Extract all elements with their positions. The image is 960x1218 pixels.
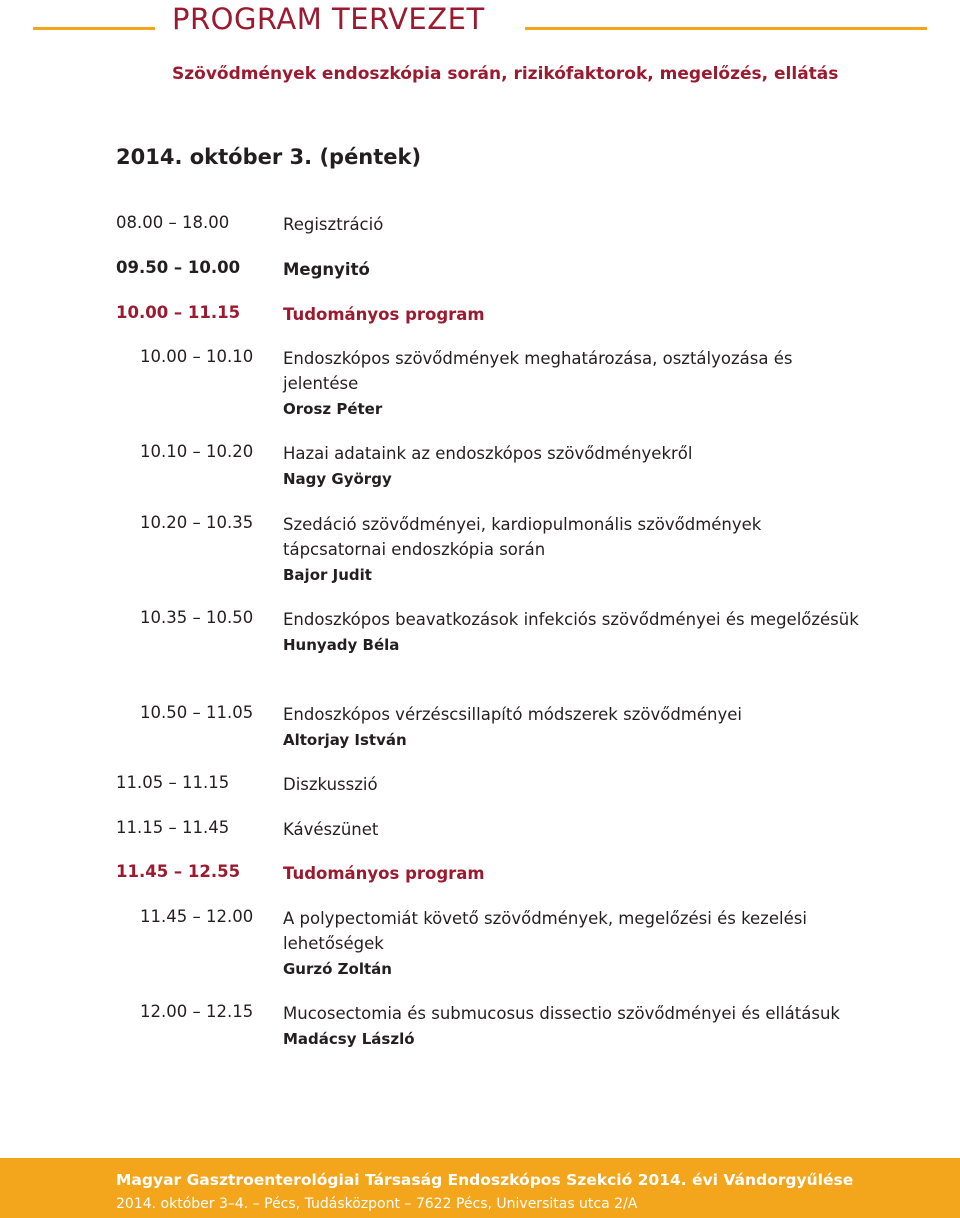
page-subtitle: Szövődmények endoszkópia során, rizikófaktorok, megelőzés, ellátás [172, 64, 839, 84]
program-time: 10.10 – 10.20 [140, 442, 254, 461]
program-title: Diszkusszió [283, 775, 378, 794]
program-content [283, 512, 863, 588]
program-time: 09.50 – 10.00 [116, 258, 241, 277]
header-rule-left [33, 27, 155, 30]
program-title: Tudományos program [283, 864, 485, 883]
program-speaker: Orosz Péter [283, 400, 383, 418]
program-content [283, 212, 863, 237]
program-title: Szedáció szövődményei, kardiopulmonális szövődmények tápcsatornai endoszkópia során [283, 515, 762, 559]
program-time: 11.45 – 12.00 [140, 907, 254, 926]
program-content [283, 772, 863, 797]
footer-bar [0, 1158, 960, 1218]
program-title: Kávészünet [283, 820, 379, 839]
program-content [283, 817, 863, 842]
page-title: PROGRAM TERVEZET [172, 2, 485, 36]
program-content [283, 302, 863, 327]
program-content [283, 607, 863, 658]
program-date: 2014. október 3. (péntek) [116, 145, 422, 169]
program-time: 11.15 – 11.45 [116, 818, 230, 837]
program-time: 08.00 – 18.00 [116, 213, 230, 232]
program-speaker: Altorjay István [283, 731, 407, 749]
program-time: 10.00 – 11.15 [116, 303, 241, 322]
program-time: 10.20 – 10.35 [140, 513, 254, 532]
header-rule-right [525, 27, 927, 30]
program-speaker: Bajor Judit [283, 566, 372, 584]
program-content [283, 441, 863, 492]
program-title: A polypectomiát követő szövődmények, megelőzési és kezelési lehetőségek [283, 909, 807, 953]
footer-event-name: Magyar Gasztroenterológiai Társaság Endoszkópos Szekció 2014. évi Vándorgyűlése [116, 1171, 854, 1189]
program-title: Endoszkópos szövődmények meghatározása, osztályozása és jelentése [283, 349, 793, 393]
program-content [283, 346, 863, 422]
program-title: Endoszkópos vérzéscsillapító módszerek szövődményei [283, 705, 742, 724]
program-speaker: Hunyady Béla [283, 636, 400, 654]
program-content [283, 702, 863, 753]
program-speaker: Nagy György [283, 470, 392, 488]
program-title: Megnyitó [283, 260, 370, 279]
program-title: Regisztráció [283, 215, 384, 234]
program-time: 11.45 – 12.55 [116, 862, 241, 881]
footer-event-details: 2014. október 3–4. – Pécs, Tudásközpont – 7622 Pécs, Universitas utca 2/A [116, 1196, 638, 1212]
program-time: 10.00 – 10.10 [140, 347, 254, 366]
program-title: Tudományos program [283, 305, 485, 324]
program-content [283, 906, 863, 982]
program-speaker: Madácsy László [283, 1030, 415, 1048]
program-time: 11.05 – 11.15 [116, 773, 230, 792]
program-time: 10.50 – 11.05 [140, 703, 254, 722]
program-speaker: Gurzó Zoltán [283, 960, 392, 978]
program-time: 10.35 – 10.50 [140, 608, 254, 627]
program-title: Mucosectomia és submucosus dissectio szövődményei és ellátásuk [283, 1004, 840, 1023]
program-content [283, 1001, 863, 1052]
program-title: Endoszkópos beavatkozások infekciós szövődményei és megelőzésük [283, 610, 859, 629]
program-content [283, 861, 863, 886]
program-content [283, 257, 863, 282]
program-title: Hazai adataink az endoszkópos szövődményekről [283, 444, 693, 463]
program-time: 12.00 – 12.15 [140, 1002, 254, 1021]
